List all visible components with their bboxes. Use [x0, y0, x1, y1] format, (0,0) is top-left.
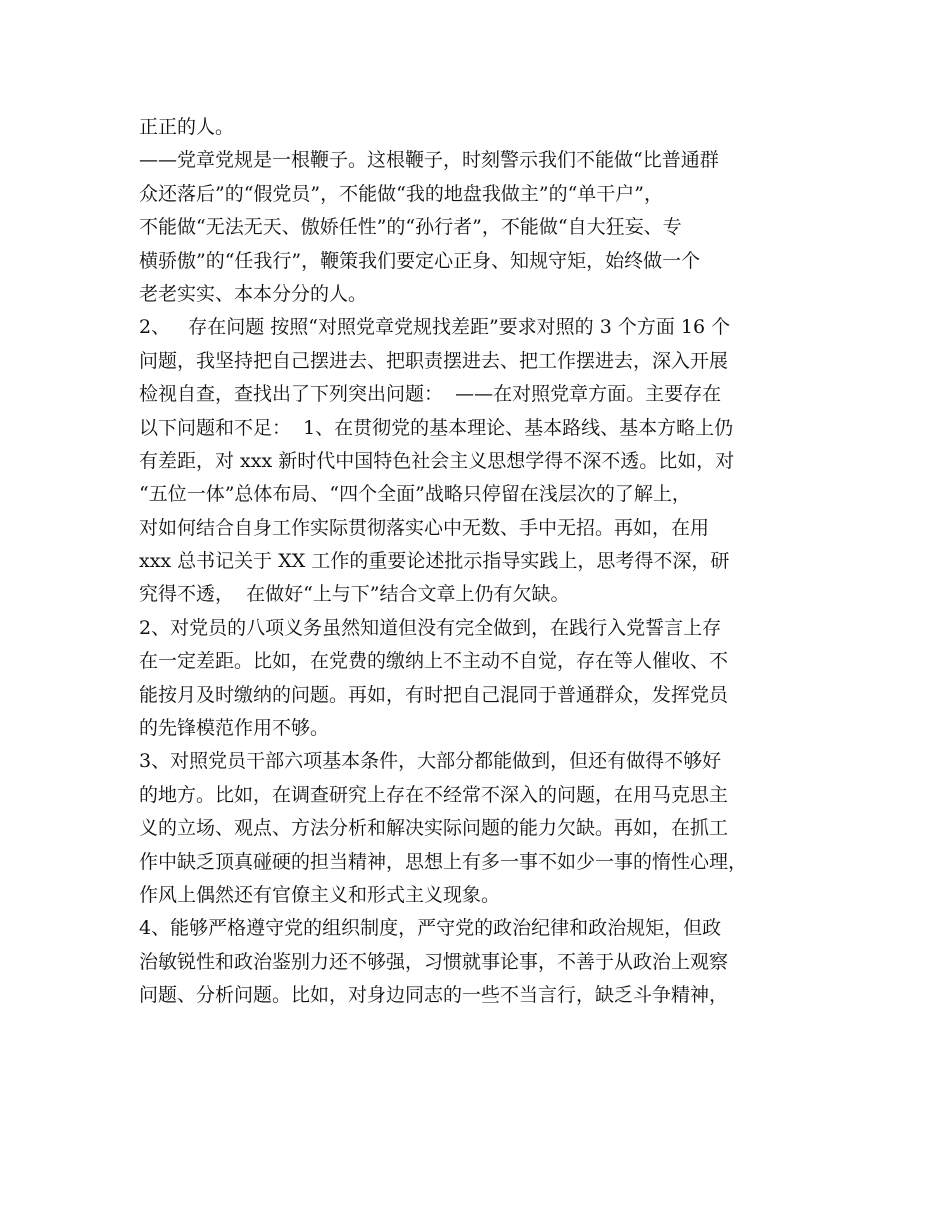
text-line: 正正的人。: [139, 116, 235, 138]
document-body: [139, 111, 819, 1013]
text-line: 义的立场、观点、方法分析和解决实际问题的能力欠缺。再如，在抓工: [139, 817, 729, 840]
text-line: 不能做“无法无天、傲娇任性”的“孙行者”，不能做“自大狂妄、专: [139, 216, 682, 239]
text-line: 众还落后”的“假党员”，不能做“我的地盘我做主”的“单干户”，: [139, 182, 663, 205]
text-line: 对如何结合自身工作实际贯彻落实心中无数、手中无招。再如，在用: [139, 516, 710, 539]
text-line: ——党章党规是一根鞭子。这根鞭子，时刻警示我们不能做“比普通群: [139, 149, 719, 172]
text-line: 的地方。比如，在调查研究上存在不经常不深入的问题，在用马克思主: [139, 783, 729, 806]
text-line: 的先锋模范作用不够。: [139, 717, 330, 740]
text-line: 作中缺乏顶真碰硬的担当精神，思想上有多一事不如少一事的惰性心理，: [139, 850, 748, 873]
text-line: 以下问题和不足： 1、在贯彻党的基本理论、基本路线、基本方略上仍: [139, 416, 734, 439]
text-line: 究得不透， 在做好“上与下”结合文章上仍有欠缺。: [139, 583, 570, 606]
text-line: xxx 总书记关于 XX 工作的重要论述批示指导实践上，思考得不深，研: [139, 550, 730, 573]
text-line: 在一定差距。比如，在党费的缴纳上不主动不自觉，存在等人催收、不: [139, 650, 729, 673]
text-line: 能按月及时缴纳的问题。再如，有时把自己混同于普通群众，发挥党员: [139, 683, 729, 706]
text-line: 有差距，对 xxx 新时代中国特色社会主义思想学得不深不透。比如，对: [139, 449, 735, 472]
text-line: 4、能够严格遵守党的组织制度，严守党的政治纪律和政治规矩，但政: [139, 917, 722, 940]
text-line: 治敏锐性和政治鉴别力还不够强，习惯就事论事，不善于从政治上观察: [139, 950, 729, 973]
text-line: 2、 存在问题 按照“对照党章党规找差距”要求对照的 3 个方面 16 个: [139, 316, 731, 339]
text-line: 2、对党员的八项义务虽然知道但没有完全做到，在践行入党誓言上存: [139, 616, 722, 639]
text-line: 问题、分析问题。比如，对身边同志的一些不当言行，缺乏斗争精神，: [139, 984, 729, 1007]
text-line: 检视自查，查找出了下列突出问题： ——在对照党章方面。主要存在: [139, 383, 722, 406]
text-line: 老老实实、本本分分的人。: [139, 282, 368, 305]
text-line: 问题，我坚持把自己摆进去、把职责摆进去、把工作摆进去，深入开展: [139, 349, 729, 372]
text-line: 作风上偶然还有官僚主义和形式主义现象。: [139, 883, 501, 906]
text-line: 3、对照党员干部六项基本条件，大部分都能做到，但还有做得不够好: [139, 750, 722, 773]
text-line: 横骄傲”的“任我行”，鞭策我们要定心正身、知规守矩，始终做一个: [139, 249, 701, 272]
text-line: “五位一体”总体布局、“四个全面”战略只停留在浅层次的了解上，: [139, 483, 691, 506]
